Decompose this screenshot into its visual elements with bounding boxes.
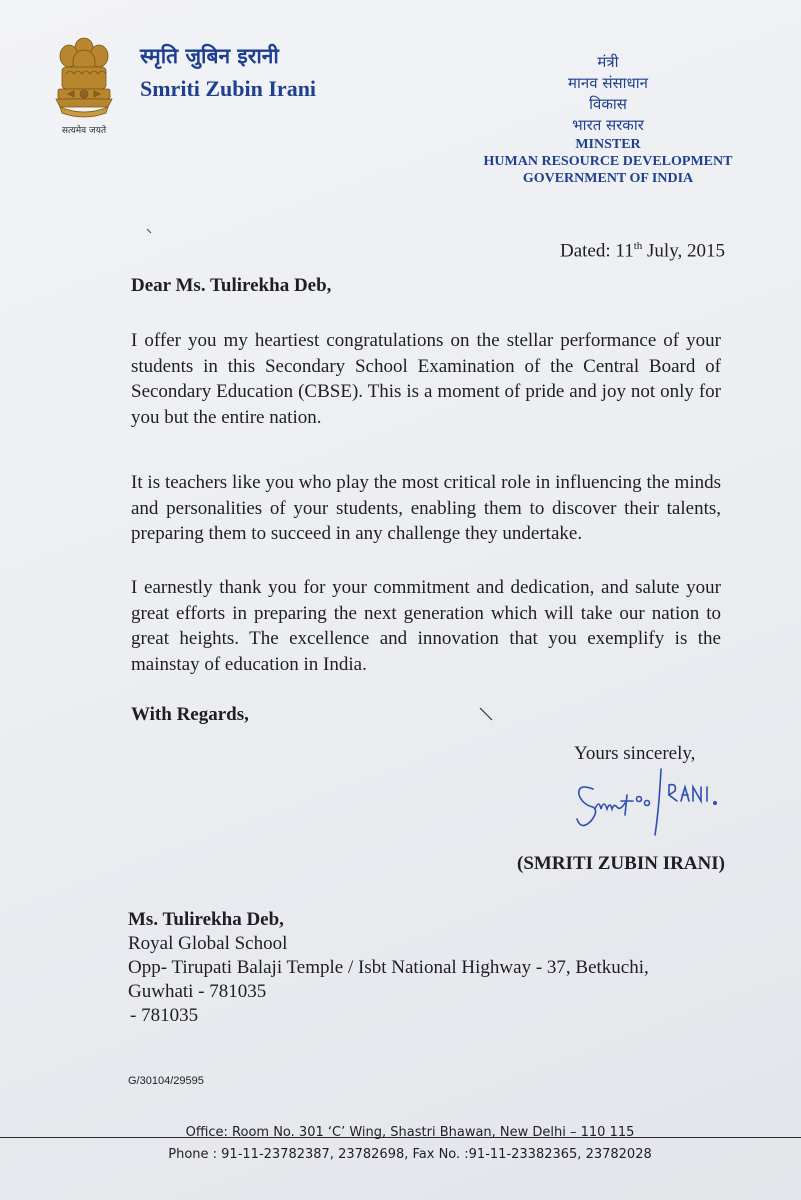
recipient-address-line: Opp- Tirupati Balaji Temple / Isbt National Highway - 37, Betkuchi,	[128, 957, 649, 978]
paper-mark	[478, 706, 494, 722]
body-paragraph: I offer you my heartiest congratulations on the stellar performance of your students in this Secondary School Examination of the Central Board of Secondary Education (CBSE). This is a moment of pride and joy not only for you but the entire nation.	[131, 330, 721, 428]
ministry-english-line: GOVERNMENT OF INDIA	[522, 171, 694, 186]
paper-mark	[146, 228, 152, 234]
letter-date	[560, 240, 725, 262]
sender-name-english: Smriti Zubin Irani	[140, 76, 317, 101]
recipient-address	[128, 908, 649, 1028]
body-paragraph: I earnestly thank you for your commitment and dedication, and salute your great efforts in preparing the next generation which will take our nation to great heights. The excellence and innovation that you exemplify is the mainstay of education in India.	[131, 577, 721, 675]
footer-office: Office: Room No. 301 ‘C’ Wing, Shastri Bhawan, New Delhi – 110 115	[185, 1125, 635, 1140]
ministry-hindi-line: विकास	[589, 95, 627, 113]
recipient-school: Royal Global School	[128, 933, 288, 954]
reference-number: G/30104/29595	[128, 1075, 204, 1087]
salutation: Dear Ms. Tulirekha Deb,	[131, 275, 332, 296]
ministry-hindi-line: भारत सरकार	[572, 116, 644, 134]
signatory-name: (SMRITI ZUBIN IRANI)	[517, 853, 725, 874]
ministry-block	[443, 52, 773, 187]
body-paragraph: It is teachers like you who play the most critical role in influencing the minds and personalities of your students, enabling them to discover their talents, preparing them to succeed in any challenge they undertake.	[131, 472, 721, 544]
national-emblem-icon	[52, 34, 116, 124]
handwritten-signature	[565, 765, 735, 840]
recipient-pin: - 781035	[130, 1005, 199, 1026]
date-suffix: th	[633, 240, 643, 252]
ministry-hindi-line: मंत्री	[597, 53, 619, 71]
date-prefix: Dated: 11	[560, 240, 634, 262]
footer-phone: Phone : 91-11-23782387, 23782698, Fax No. :91-11-23382365, 23782028	[168, 1147, 652, 1162]
letter-footer	[150, 1122, 670, 1166]
ministry-english-line: MINSTER	[575, 137, 641, 152]
closing-sincerely: Yours sincerely,	[574, 743, 696, 764]
closing-regards: With Regards,	[131, 704, 249, 725]
date-rest: July, 2015	[642, 240, 725, 262]
ministry-english-line: HUMAN RESOURCE DEVELOPMENT	[483, 154, 733, 169]
sender-name-hindi: स्मृति जुबिन इरानी	[140, 44, 279, 68]
ministry-hindi-line: मानव संसाधान	[568, 74, 648, 92]
recipient-city: Guwhati - 781035	[128, 981, 267, 1002]
emblem-motto: सत्यमेव जयते	[61, 126, 107, 136]
recipient-name: Ms. Tulirekha Deb,	[128, 909, 284, 930]
